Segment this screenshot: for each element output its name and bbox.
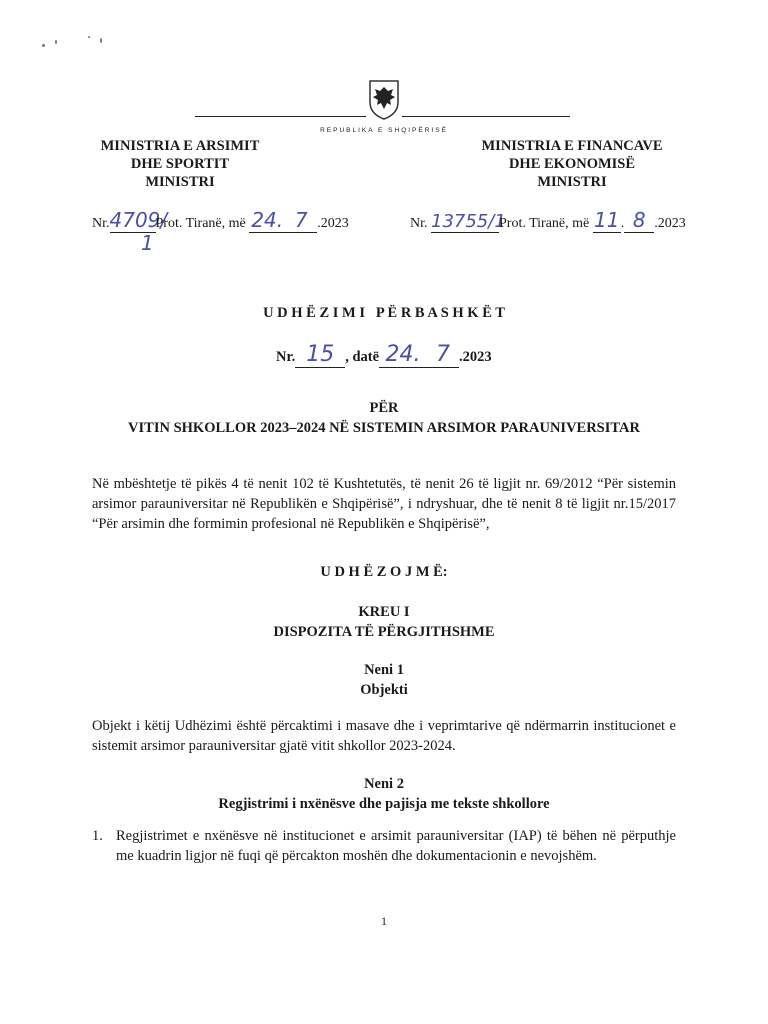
scan-speck bbox=[100, 38, 102, 43]
right-protocol-line: Nr. 13755/1Prot. Tiranë, më 11. 8 .2023 bbox=[410, 208, 686, 232]
left-day: 24. bbox=[249, 208, 285, 233]
directive-heading: U D H Ë Z O J M Ë: bbox=[320, 564, 448, 580]
right-ministry-heading bbox=[462, 137, 682, 191]
scan-speck bbox=[88, 36, 90, 38]
article2-number: Neni 2 bbox=[364, 776, 404, 792]
article2-item-text: Regjistrimet e nxënësve në institucionet e arsimit parauniversitar (IAP) të bëhen në përputhje me kuadrin ligjor në fuqi që përcakton moshën dhe dokumentacionin e nevojshëm. bbox=[116, 828, 676, 864]
article2-title: Regjistrimi i nxënësve dhe pajisja me tekste shkollore bbox=[218, 796, 550, 812]
subject-line1: PËR bbox=[369, 400, 399, 416]
article1-title: Objekti bbox=[360, 682, 408, 698]
right-prot-label: Prot. Tiranë, më bbox=[499, 216, 590, 231]
left-prot-label: Prot. Tiranë, më bbox=[155, 216, 246, 231]
instruction-title: U D H Ë Z I M I P Ë R B A S H K Ë T bbox=[263, 305, 505, 321]
instruction-nr-value: 15 bbox=[295, 342, 345, 368]
right-month: 8 bbox=[624, 208, 654, 233]
article1-number: Neni 1 bbox=[364, 662, 404, 678]
left-nr-label: Nr. bbox=[92, 216, 110, 231]
right-ministry-line1: MINISTRIA E FINANCAVE bbox=[481, 138, 663, 154]
article1-heading bbox=[0, 660, 768, 700]
chapter-title: DISPOZITA TË PËRGJITHSHME bbox=[273, 624, 495, 640]
right-year: .2023 bbox=[654, 216, 686, 231]
right-nr-label: Nr. bbox=[410, 216, 428, 231]
left-nr-sub: 1 bbox=[141, 231, 154, 255]
instruction-date-label: , datë bbox=[345, 349, 380, 365]
left-month: 7 bbox=[285, 208, 317, 233]
republic-caption: REPUBLIKA E SHQIPËRISË bbox=[320, 127, 448, 134]
instruction-number-line bbox=[276, 342, 492, 368]
left-nr-value: 4709/ bbox=[109, 208, 168, 232]
left-ministry-heading bbox=[70, 137, 290, 191]
scan-speck bbox=[55, 40, 57, 44]
left-ministry-line1: MINISTRIA E ARSIMIT bbox=[100, 138, 260, 154]
instruction-month: 7 bbox=[427, 342, 459, 368]
article1-paragraph: Objekt i këtij Udhëzimi është përcaktimi i masave dhe i veprimtarive që ndërmarrin institucionet e sistemit arsimor parauniversitar gjatë vitit shkollor 2023-2024. bbox=[92, 718, 676, 754]
emblem-icon bbox=[366, 78, 402, 120]
article2-heading bbox=[0, 774, 768, 814]
preamble-paragraph: Në mbështetje të pikës 4 të nenit 102 të Kushtetutës, të nenit 26 të ligjit nr. 69/2012 “Për sistemin arsimor parauniversitar në Republikën e Shqipërisë”, i ndryshuar, dhe të nenit 8 të ligjit nr.15/2017 “Për arsimin dhe formimin profesional në Republikën e Shqipërisë”, bbox=[92, 476, 676, 532]
right-nr-value: 13755/1 bbox=[431, 211, 506, 232]
instruction-nr-label: Nr. bbox=[276, 349, 296, 365]
right-day: 11 bbox=[594, 208, 620, 232]
chapter-number: KREU I bbox=[358, 604, 410, 620]
chapter-heading bbox=[0, 602, 768, 642]
right-ministry-line3: MINISTRI bbox=[537, 174, 607, 190]
instruction-day: 24. bbox=[379, 342, 427, 368]
page-number: 1 bbox=[381, 914, 387, 928]
left-ministry-line2: DHE SPORTIT bbox=[130, 156, 230, 172]
scan-speck bbox=[42, 44, 45, 47]
subject-line2: VITIN SHKOLLOR 2023–2024 NË SISTEMIN ARSIMOR PARAUNIVERSITAR bbox=[128, 420, 640, 436]
left-protocol-line bbox=[92, 208, 349, 233]
left-year: .2023 bbox=[317, 216, 349, 231]
instruction-year: .2023 bbox=[459, 349, 492, 365]
right-ministry-line2: DHE EKONOMISË bbox=[508, 156, 636, 172]
article2-item-marker: 1. bbox=[92, 828, 103, 844]
left-ministry-line3: MINISTRI bbox=[145, 174, 215, 190]
subject-heading bbox=[0, 398, 768, 438]
